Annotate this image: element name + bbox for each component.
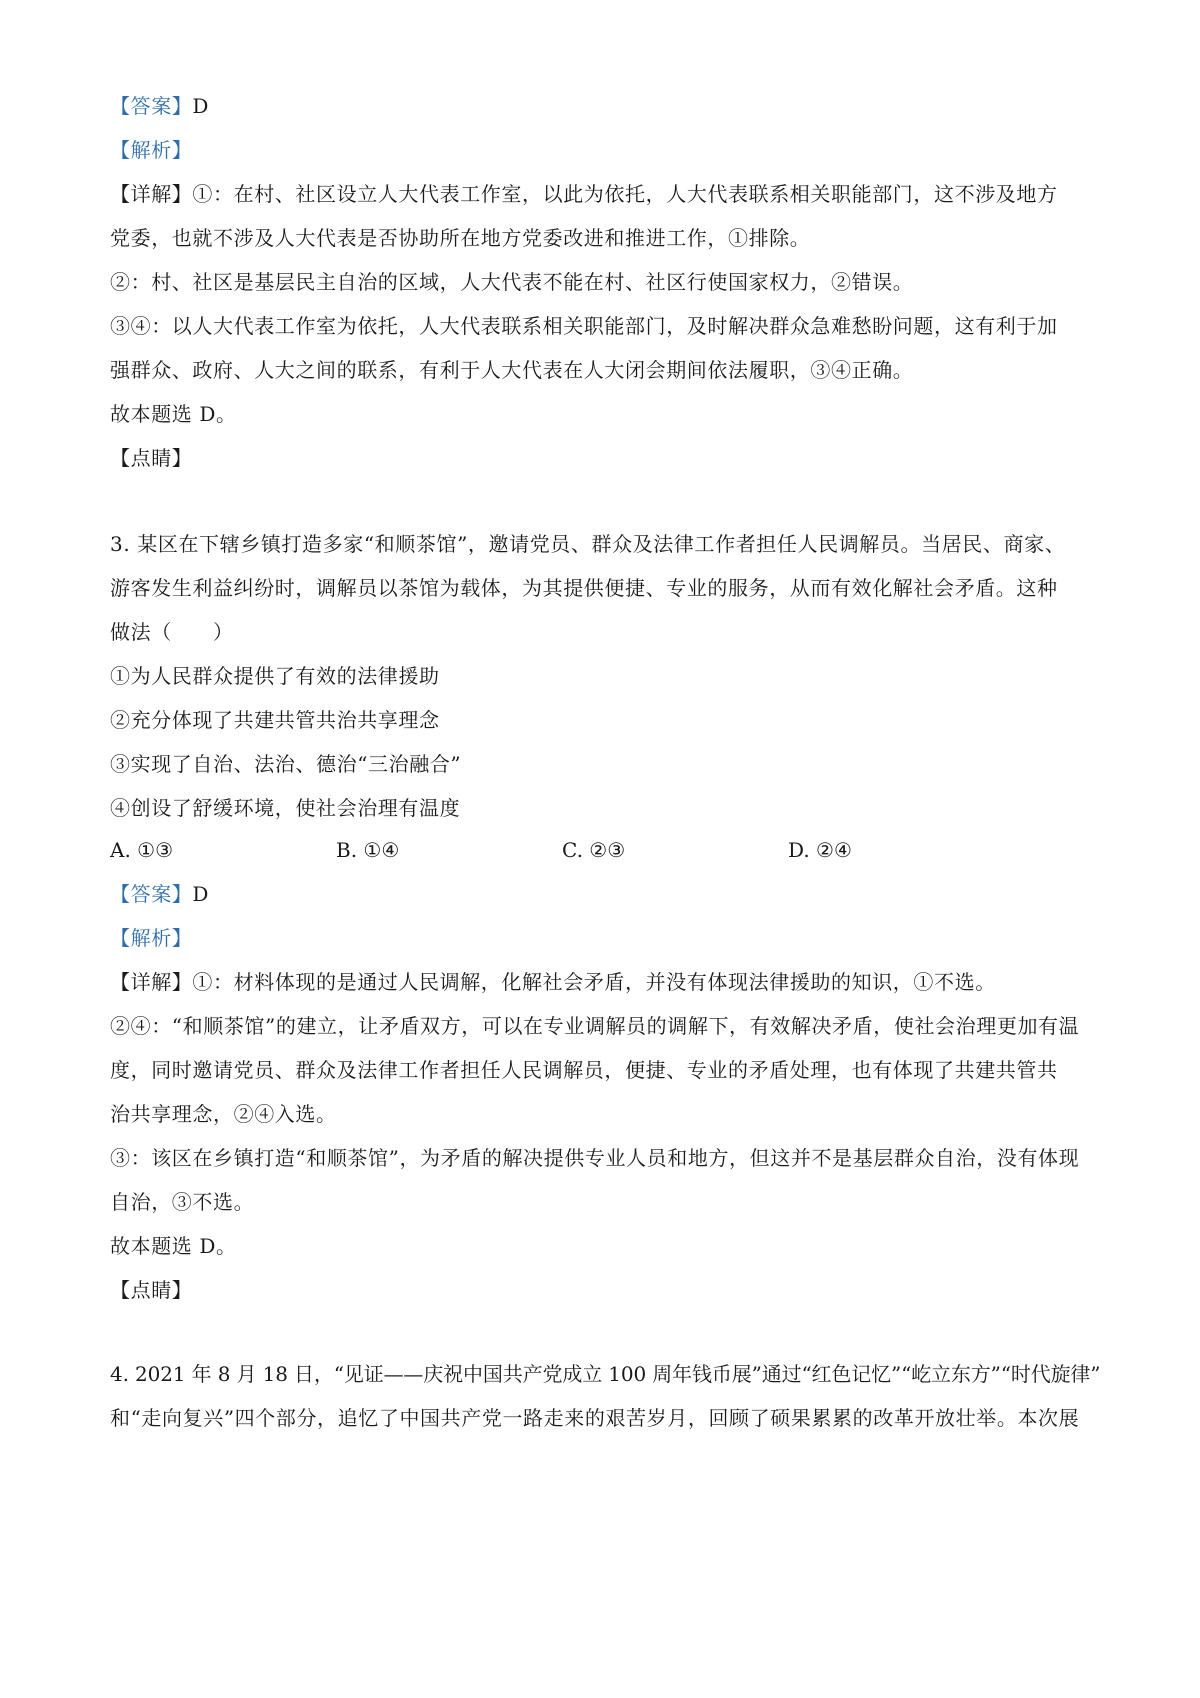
q3-statement: ③实现了自治、法治、德治“三治融合”: [110, 752, 462, 776]
q3-detail-line: ③：该区在乡镇打造“和顺茶馆”，为矛盾的解决提供专业人员和地方，但这并不是基层群众自治，没有体现: [110, 1146, 1080, 1170]
q3-conclusion: 故本题选 D。: [110, 1234, 237, 1258]
q2-detail-line: ③④：以人大代表工作室为依托，人大代表联系相关职能部门，及时解决群众急难愁盼问题，这有利于加: [110, 314, 1058, 338]
q3-option-b: B. ①④: [336, 838, 400, 862]
q3-statement: ①为人民群众提供了有效的法律援助: [110, 664, 440, 688]
q4-stem-line: 和“走向复兴”四个部分，追忆了中国共产党一路走来的艰苦岁月，回顾了硕果累累的改革开放壮举。本次展: [110, 1406, 1080, 1430]
q2-detail-line: 强群众、政府、人大之间的联系，有利于人大代表在人大闭会期间依法履职，③④正确。: [110, 358, 914, 382]
q3-detail-line: ②④：“和顺茶馆”的建立，让矛盾双方，可以在专业调解员的调解下，有效解决矛盾，使社会治理更加有温: [110, 1014, 1080, 1038]
q3-detail-line: 【详解】①：材料体现的是通过人民调解，化解社会矛盾，并没有体现法律援助的知识，①不选。: [110, 970, 996, 994]
q3-answer-value: D: [192, 882, 210, 906]
q3-answer-tag: 【答案】: [110, 882, 193, 906]
q2-detail-line: ②：村、社区是基层民主自治的区域，人大代表不能在村、社区行使国家权力，②错误。: [110, 270, 914, 294]
q2-answer-value: D: [192, 94, 210, 118]
q2-dianjing-tag: 【点睛】: [110, 446, 193, 470]
q3-answer-line: [110, 880, 1100, 908]
q3-dianjing-tag: 【点睛】: [110, 1278, 193, 1302]
q2-analysis-tag: 【解析】: [110, 138, 193, 162]
q3-option-a: A. ①③: [110, 838, 174, 862]
q3-option-c: C. ②③: [562, 838, 626, 862]
q3-detail-line: 治共享理念，②④入选。: [110, 1102, 337, 1126]
q3-analysis-tag: 【解析】: [110, 926, 193, 950]
q3-stem-line: 做法（ ）: [110, 620, 234, 644]
q3-option-d: D. ②④: [788, 838, 852, 862]
q3-statement: ②充分体现了共建共管共治共享理念: [110, 708, 440, 732]
q3-detail-line: 自治，③不选。: [110, 1190, 255, 1214]
q3-stem-line: 游客发生利益纠纷时，调解员以茶馆为载体，为其提供便捷、专业的服务，从而有效化解社会矛盾。这种: [110, 576, 1058, 600]
q2-answer-tag: 【答案】: [110, 94, 193, 118]
q3-statement: ④创设了舒缓环境，使社会治理有温度: [110, 796, 461, 820]
q2-detail-line: 【详解】①：在村、社区设立人大代表工作室，以此为依托，人大代表联系相关职能部门，这不涉及地方: [110, 182, 1058, 206]
q2-detail-line: 党委，也就不涉及人大代表是否协助所在地方党委改进和推进工作，①排除。: [110, 226, 811, 250]
q2-conclusion: 故本题选 D。: [110, 402, 237, 426]
q4-stem-line: 4. 2021 年 8 月 18 日，“见证——庆祝中国共产党成立 100 周年钱币展”通过“红色记忆”“屹立东方”“时代旋律”: [110, 1362, 1101, 1386]
q3-stem-line: 3. 某区在下辖乡镇打造多家“和顺茶馆”，邀请党员、群众及法律工作者担任人民调解员。当居民、商家、: [110, 532, 1066, 556]
q2-answer-line: [110, 92, 1100, 120]
q3-detail-line: 度，同时邀请党员、群众及法律工作者担任人民调解员，便捷、专业的矛盾处理，也有体现了共建共管共: [110, 1058, 1058, 1082]
